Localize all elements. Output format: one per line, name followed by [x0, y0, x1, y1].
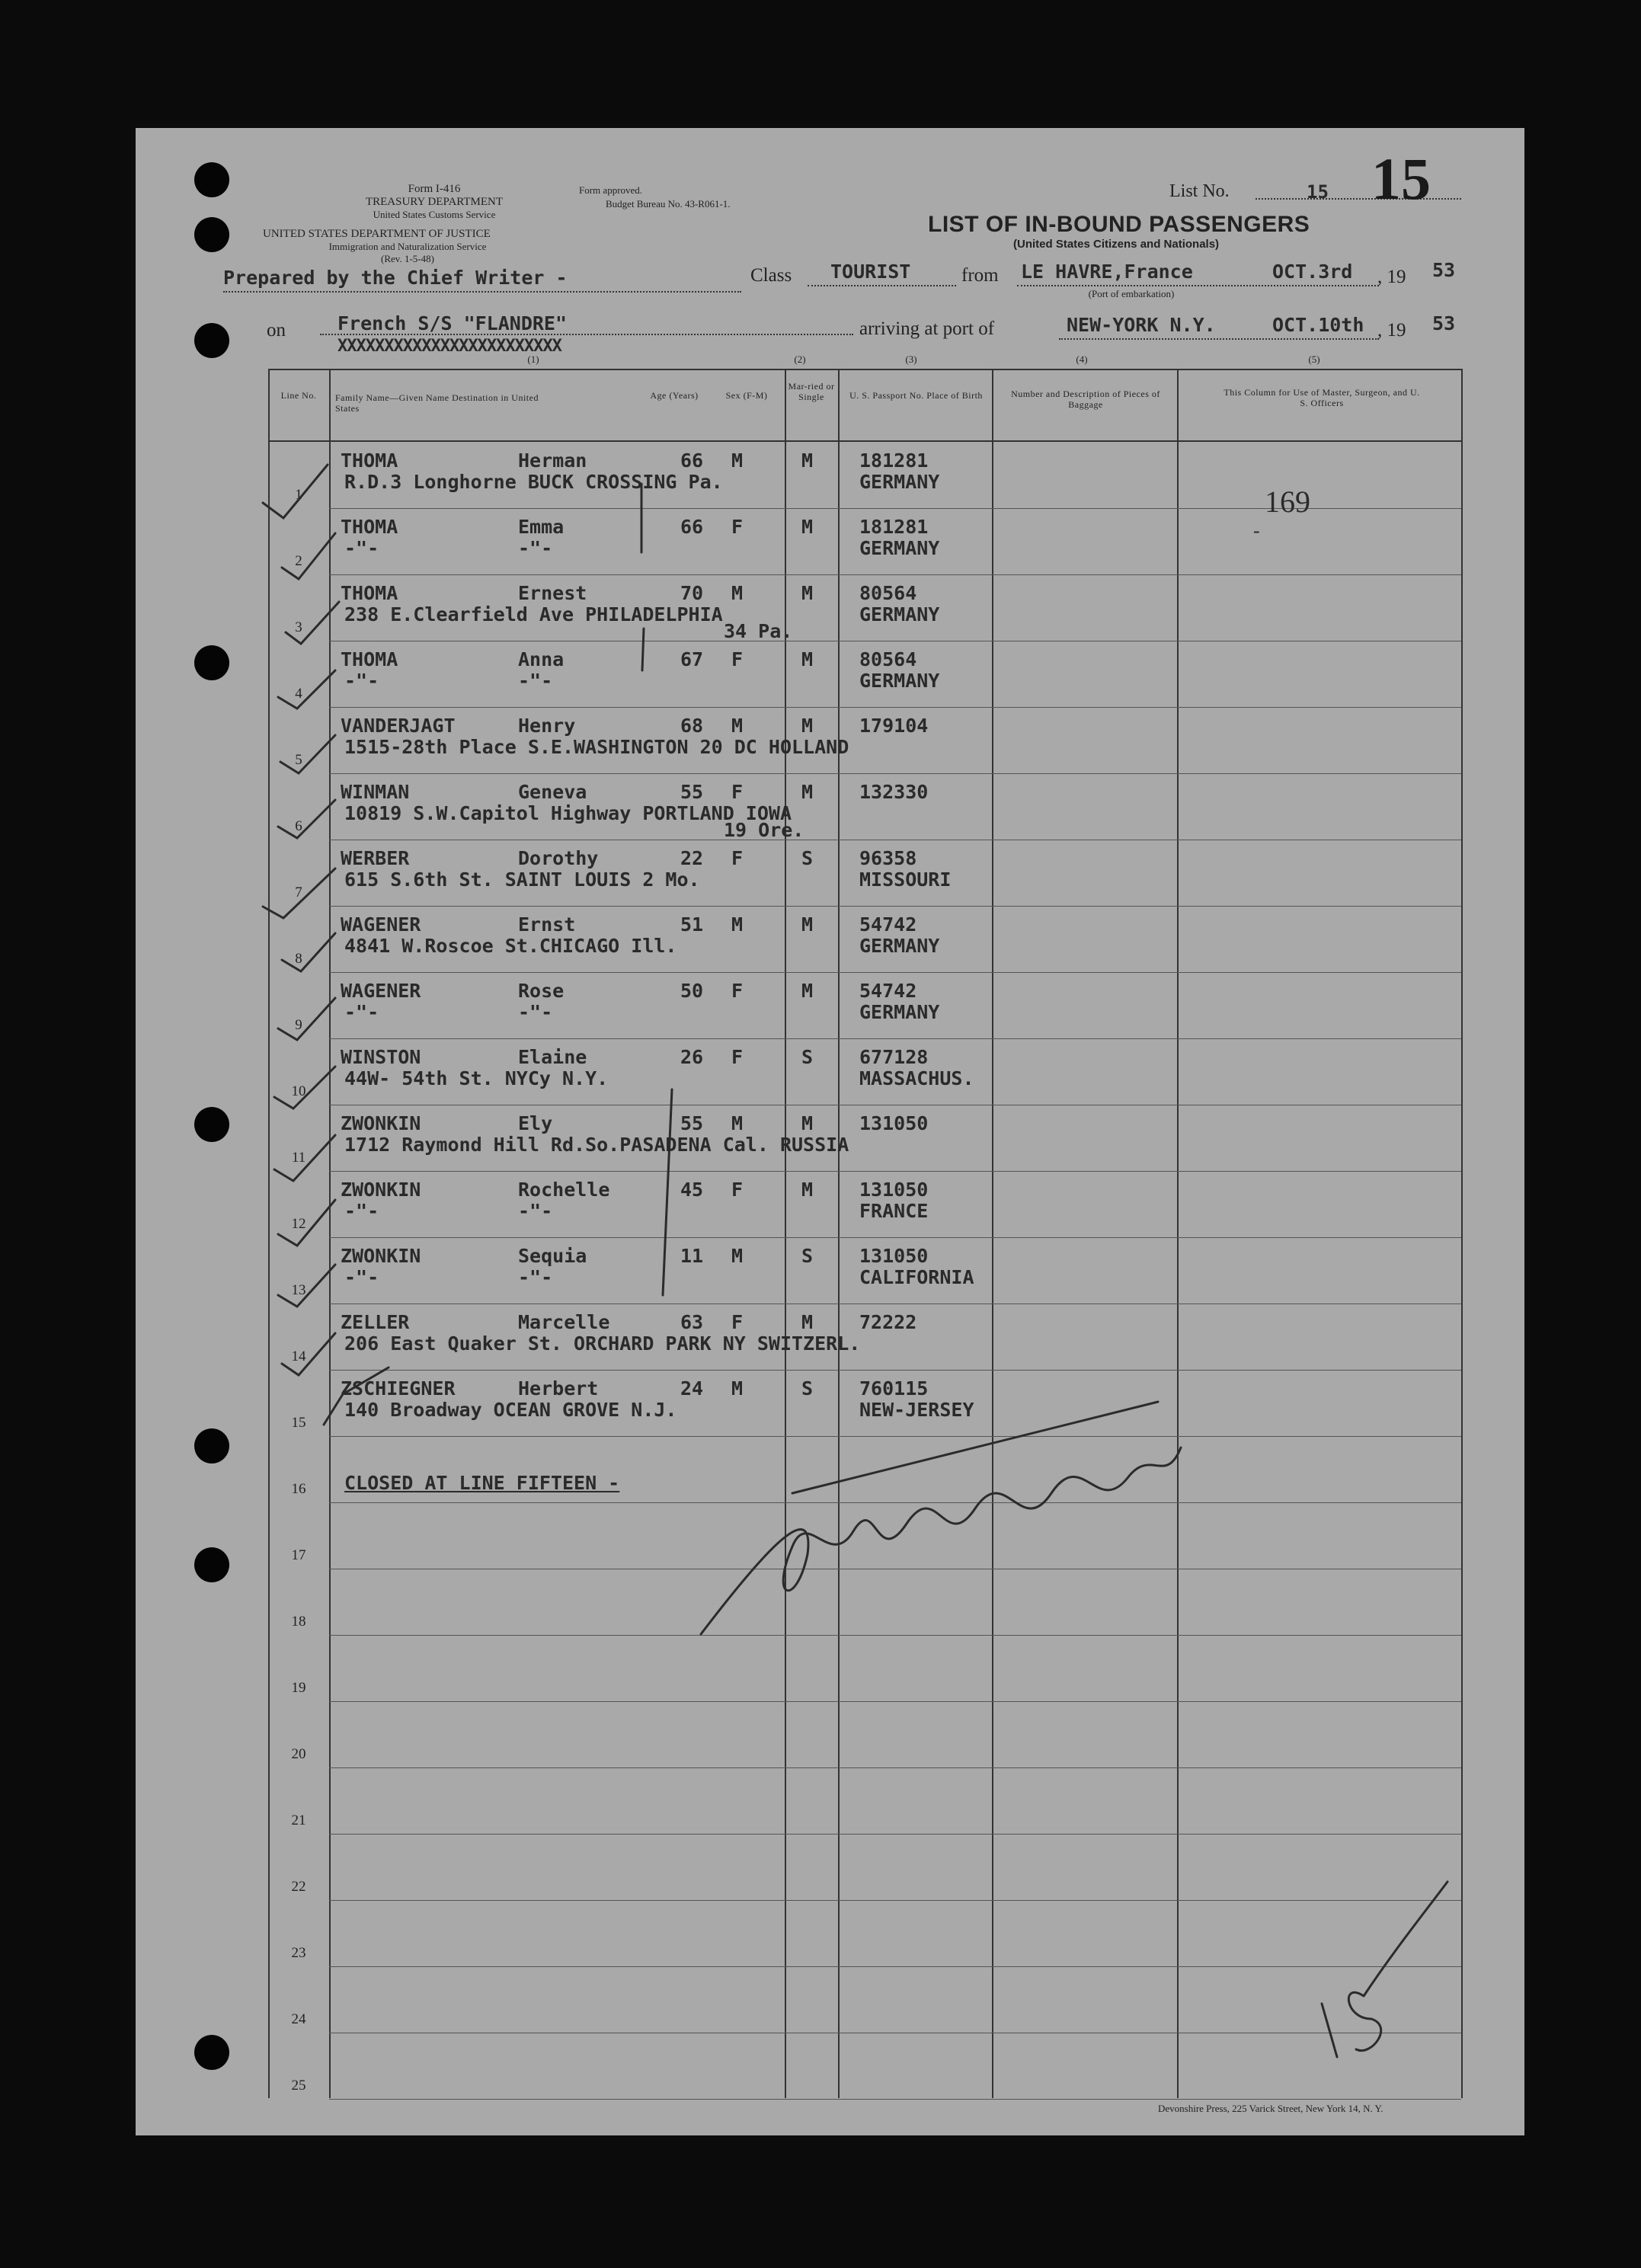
- checkmark: [282, 1333, 335, 1375]
- prepared-by: Prepared by the Chief Writer -: [223, 267, 568, 289]
- place-of-birth: GERMANY: [859, 1001, 940, 1023]
- marital-status: M: [801, 781, 814, 803]
- signature: [701, 1402, 1181, 1634]
- family-name: WINMAN: [341, 781, 410, 803]
- header-baggage: Number and Description of Pieces of Baggage: [1011, 389, 1160, 410]
- line-number: 3: [295, 619, 302, 635]
- marital-status: S: [801, 847, 814, 869]
- checkmark: [274, 1135, 335, 1181]
- destination: 44W- 54th St. NYCy N.Y.: [344, 1067, 609, 1089]
- form-approved: Form approved.: [579, 184, 643, 196]
- family-name: VANDERJAGT: [341, 715, 456, 737]
- revision: (Rev. 1-5-48): [381, 253, 434, 264]
- given-name: Rose: [518, 980, 565, 1002]
- family-name: ZWONKIN: [341, 1245, 421, 1267]
- destination: 238 E.Clearfield Ave PHILADELPHIA: [344, 603, 723, 625]
- sex: F: [731, 847, 744, 869]
- place-of-birth: GERMANY: [859, 471, 940, 493]
- given-name: Sequia: [518, 1245, 587, 1267]
- line-number: 2: [295, 553, 302, 569]
- arriving-label: arriving at port of: [859, 318, 995, 339]
- col-number-1: (1): [527, 353, 539, 365]
- destination-ditto: -"-: [518, 670, 553, 692]
- passport-number: 760115: [859, 1377, 929, 1400]
- place-of-birth: GERMANY: [859, 537, 940, 559]
- handwritten-15: [1322, 1882, 1447, 2057]
- age: 70: [680, 582, 704, 604]
- checkmark: [278, 1265, 335, 1307]
- marital-status: M: [801, 582, 814, 604]
- checkmark: [263, 868, 335, 918]
- line-number: 25: [291, 2078, 306, 2094]
- place-of-birth: MASSACHUS.: [859, 1067, 974, 1089]
- age: 68: [680, 715, 704, 737]
- form-number: Form I-416: [408, 183, 461, 195]
- destination: -"-: [344, 1001, 379, 1023]
- header-line-no: Line No.: [280, 390, 317, 401]
- age: 50: [680, 980, 704, 1002]
- line-number: 8: [295, 951, 302, 967]
- destination-ditto: -"-: [518, 1001, 553, 1023]
- marital-status: M: [801, 516, 814, 538]
- line-number: 19: [291, 1680, 306, 1696]
- sex: F: [731, 980, 744, 1002]
- from-date: OCT.3rd: [1272, 261, 1353, 283]
- given-name: Ernest: [518, 582, 587, 604]
- passport-number: 131050: [859, 1245, 929, 1267]
- marital-status: M: [801, 1311, 814, 1333]
- checkmark: [263, 465, 328, 518]
- destination: 206 East Quaker St. ORCHARD PARK NY SWITZERL.: [344, 1332, 861, 1355]
- form-title: LIST OF IN-BOUND PASSENGERS: [928, 212, 1310, 237]
- checkmark: [282, 533, 335, 579]
- age: 63: [680, 1311, 704, 1333]
- family-name: THOMA: [341, 449, 398, 472]
- line-number: 10: [291, 1083, 306, 1099]
- handwritten-note-169: 169: [1265, 485, 1310, 519]
- given-name: Herbert: [518, 1377, 599, 1400]
- marital-status: S: [801, 1245, 814, 1267]
- age: 67: [680, 648, 704, 670]
- destination: R.D.3 Longhorne BUCK CROSSING Pa.: [344, 471, 723, 493]
- sex: M: [731, 1377, 744, 1400]
- line-number: 14: [291, 1348, 306, 1364]
- passport-number: 181281: [859, 516, 929, 538]
- sex: F: [731, 648, 744, 670]
- header-married: Mar-ried or Single: [788, 381, 835, 402]
- col-number-2: (2): [794, 353, 806, 365]
- bracket-stroke: [663, 1089, 672, 1295]
- bracket-stroke: [641, 484, 644, 670]
- destination-ditto: -"-: [518, 537, 553, 559]
- passport-number: 96358: [859, 847, 917, 869]
- on-label: on: [267, 320, 286, 341]
- checkmark: [278, 800, 335, 838]
- given-name: Herman: [518, 449, 587, 472]
- sex: M: [731, 582, 744, 604]
- line-number: 15: [291, 1415, 306, 1431]
- family-name: ZWONKIN: [341, 1179, 421, 1201]
- year2-value: 53: [1432, 312, 1456, 334]
- passport-number: 131050: [859, 1179, 929, 1201]
- class-value: TOURIST: [830, 261, 911, 283]
- sex: F: [731, 516, 744, 538]
- age: 11: [680, 1245, 704, 1267]
- marital-status: M: [801, 913, 814, 936]
- marital-status: S: [801, 1046, 814, 1068]
- passport-number: 80564: [859, 648, 917, 670]
- sex: F: [731, 1311, 744, 1333]
- treasury-dept: TREASURY DEPARTMENT: [365, 196, 504, 208]
- given-name: Marcelle: [518, 1311, 610, 1333]
- marital-status: M: [801, 449, 814, 472]
- marital-status: M: [801, 648, 814, 670]
- place-of-birth: FRANCE: [859, 1200, 929, 1222]
- given-name: Henry: [518, 715, 576, 737]
- line-number: 16: [291, 1481, 306, 1497]
- family-name: THOMA: [341, 582, 398, 604]
- line-number: 23: [291, 1945, 306, 1961]
- passport-number: 132330: [859, 781, 929, 803]
- from-value: LE HAVRE,France: [1021, 261, 1193, 283]
- line-number: 24: [291, 2011, 306, 2027]
- line-number: 21: [291, 1812, 306, 1828]
- sex: F: [731, 1179, 744, 1201]
- age: 66: [680, 516, 704, 538]
- place-of-birth: CALIFORNIA: [859, 1266, 974, 1288]
- sex: M: [731, 449, 744, 472]
- line-number: 18: [291, 1614, 306, 1630]
- passport-number: 54742: [859, 913, 917, 936]
- list-no-label: List No.: [1169, 181, 1230, 201]
- age: 24: [680, 1377, 704, 1400]
- line-number: 17: [291, 1547, 306, 1563]
- sex: F: [731, 781, 744, 803]
- header-sex: Sex (F-M): [725, 390, 768, 401]
- header-passport: U. S. Passport No. Place of Birth: [849, 390, 983, 401]
- age: 22: [680, 847, 704, 869]
- place-of-birth: GERMANY: [859, 603, 940, 625]
- destination: -"-: [344, 1200, 379, 1222]
- checkmark: [324, 1368, 389, 1425]
- destination: -"-: [344, 537, 379, 559]
- line-number: 1: [295, 487, 302, 503]
- place-of-birth: GERMANY: [859, 670, 940, 692]
- header-officers: This Column for Use of Master, Surgeon, and U. S. Officers: [1224, 387, 1420, 408]
- given-name: Elaine: [518, 1046, 587, 1068]
- passport-number: 131050: [859, 1112, 929, 1134]
- family-name: WAGENER: [341, 980, 421, 1002]
- passport-number: 54742: [859, 980, 917, 1002]
- family-name: WINSTON: [341, 1046, 421, 1068]
- from-label: from: [961, 265, 999, 286]
- line-number: 4: [295, 686, 302, 702]
- year-prefix: , 19: [1377, 267, 1406, 287]
- col-number-3: (3): [905, 353, 917, 365]
- col-number-5: (5): [1308, 353, 1320, 365]
- age: 51: [680, 913, 704, 936]
- marital-status: M: [801, 1179, 814, 1201]
- list-no-small: 15: [1307, 181, 1329, 203]
- customs-service: United States Customs Service: [373, 209, 496, 220]
- family-name: ZWONKIN: [341, 1112, 421, 1134]
- sex: M: [731, 913, 744, 936]
- passport-number: 181281: [859, 449, 929, 472]
- checkmark: [280, 735, 335, 773]
- closed-note: CLOSED AT LINE FIFTEEN -: [344, 1472, 620, 1494]
- line-number: 5: [295, 752, 302, 768]
- year-value: 53: [1432, 259, 1456, 281]
- arrive-date: OCT.10th: [1272, 314, 1364, 336]
- passport-number: 677128: [859, 1046, 929, 1068]
- destination: 4841 W.Roscoe St.CHICAGO Ill.: [344, 935, 677, 957]
- line-number: 22: [291, 1879, 306, 1895]
- destination: 10819 S.W.Capitol Highway PORTLAND IOWA: [344, 802, 792, 824]
- checkmark: [278, 1200, 335, 1246]
- given-name: Emma: [518, 516, 565, 538]
- age: 45: [680, 1179, 704, 1201]
- age: 55: [680, 1112, 704, 1134]
- destination-extra: 19 Ore.: [724, 819, 805, 841]
- family-name: THOMA: [341, 648, 398, 670]
- ins-service: Immigration and Naturalization Service: [328, 241, 487, 252]
- ship-name: French S/S "FLANDRE": [337, 312, 568, 334]
- line-number: 6: [295, 818, 302, 834]
- destination-extra: 34 Pa.: [724, 620, 793, 642]
- destination: -"-: [344, 1266, 379, 1288]
- marital-status: S: [801, 1377, 814, 1400]
- place-of-birth: GERMANY: [859, 935, 940, 957]
- family-name: THOMA: [341, 516, 398, 538]
- sex: M: [731, 1112, 744, 1134]
- checkmark: [278, 998, 335, 1040]
- marital-status: M: [801, 1112, 814, 1134]
- form-subtitle: (United States Citizens and Nationals): [1013, 238, 1220, 251]
- destination: 1712 Raymond Hill Rd.So.PASADENA Cal. RUSSIA: [344, 1134, 849, 1156]
- destination-ditto: -"-: [518, 1200, 553, 1222]
- destination: 615 S.6th St. SAINT LOUIS 2 Mo.: [344, 868, 700, 891]
- checkmark: [286, 602, 339, 644]
- class-label: Class: [750, 265, 792, 286]
- age: 26: [680, 1046, 704, 1068]
- marital-status: M: [801, 980, 814, 1002]
- list-no-big: 15: [1371, 146, 1431, 212]
- sex: M: [731, 1245, 744, 1267]
- destination-ditto: -"-: [518, 1266, 553, 1288]
- place-of-birth: MISSOURI: [859, 868, 952, 891]
- passport-number: 72222: [859, 1311, 917, 1333]
- line-number: 13: [291, 1282, 306, 1298]
- given-name: Dorothy: [518, 847, 599, 869]
- given-name: Rochelle: [518, 1179, 610, 1201]
- dash-mark: -: [1253, 520, 1260, 542]
- destination: 1515-28th Place S.E.WASHINGTON 20 DC HOLLAND: [344, 736, 849, 758]
- sex: F: [731, 1046, 744, 1068]
- year2-prefix: , 19: [1377, 320, 1406, 341]
- line-number: 9: [295, 1017, 302, 1033]
- col-number-4: (4): [1076, 353, 1088, 365]
- age: 66: [680, 449, 704, 472]
- printer-footer: Devonshire Press, 225 Varick Street, New York 14, N. Y.: [1158, 2103, 1383, 2114]
- line-number: 11: [291, 1150, 306, 1166]
- line-number: 7: [295, 884, 302, 900]
- given-name: Anna: [518, 648, 565, 670]
- port-caption: (Port of embarkation): [1088, 288, 1175, 299]
- family-name: WERBER: [341, 847, 410, 869]
- header-name: Family Name—Given Name Destination in United States: [335, 392, 539, 414]
- sex: M: [731, 715, 744, 737]
- family-name: ZSCHIEGNER: [341, 1377, 456, 1400]
- given-name: Ernst: [518, 913, 576, 936]
- destination: -"-: [344, 670, 379, 692]
- checkmark: [274, 1067, 335, 1108]
- marital-status: M: [801, 715, 814, 737]
- line-number: 12: [291, 1216, 306, 1232]
- passport-number: 80564: [859, 582, 917, 604]
- destination: 140 Broadway OCEAN GROVE N.J.: [344, 1399, 677, 1421]
- family-name: WAGENER: [341, 913, 421, 936]
- given-name: Geneva: [518, 781, 587, 803]
- age: 55: [680, 781, 704, 803]
- ship-strike: XXXXXXXXXXXXXXXXXXXXXXXX: [337, 337, 561, 356]
- budget-bureau: Budget Bureau No. 43-R061-1.: [606, 198, 731, 210]
- header-age: Age (Years): [650, 390, 699, 401]
- place-of-birth: NEW-JERSEY: [859, 1399, 974, 1421]
- given-name: Ely: [518, 1112, 553, 1134]
- family-name: ZELLER: [341, 1311, 410, 1333]
- checkmark: [282, 933, 335, 971]
- checkmark: [278, 670, 335, 709]
- justice-dept: UNITED STATES DEPARTMENT OF JUSTICE: [263, 228, 491, 240]
- passport-number: 179104: [859, 715, 929, 737]
- arrive-port: NEW-YORK N.Y.: [1067, 314, 1216, 336]
- line-number: 20: [291, 1746, 306, 1762]
